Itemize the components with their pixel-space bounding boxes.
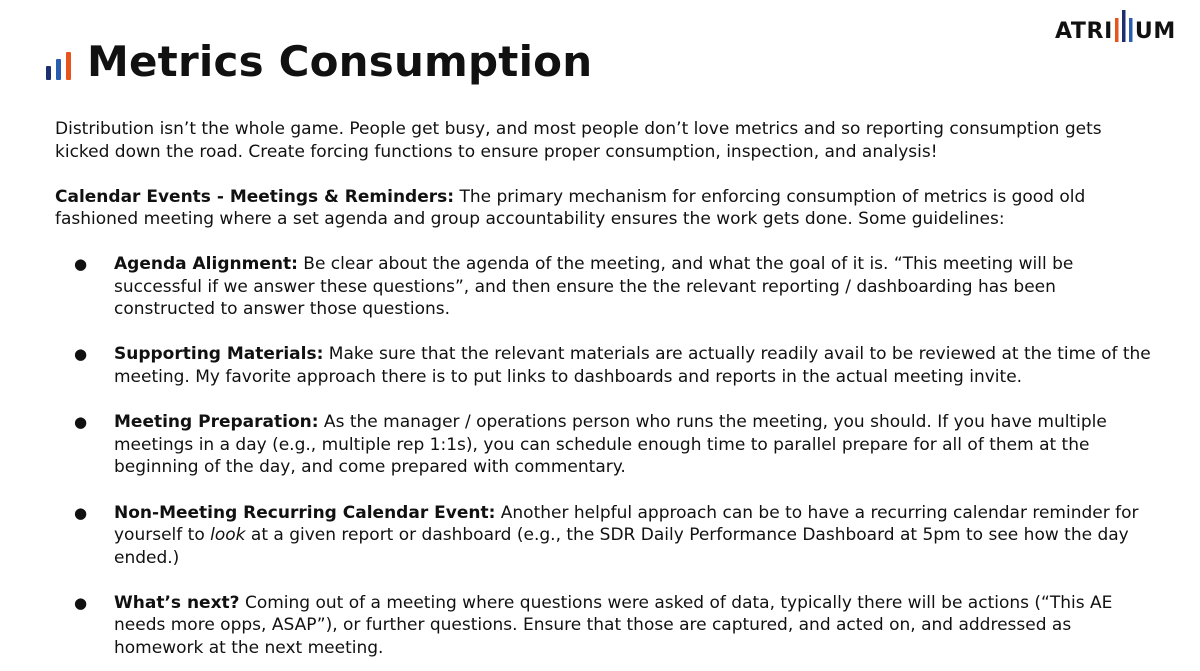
calendar-paragraph (55, 186, 1155, 231)
calendar-heading: Calendar Events - Meetings & Reminders: (55, 186, 455, 207)
bar-chart-icon (45, 50, 73, 82)
list-item (55, 253, 1155, 321)
item-text: Make sure that the relevant materials are actually readily avail to be reviewed at the time of the meeting. My favorite approach there is to put links to dashboards and reports in the actual meeting invite. (114, 344, 1151, 387)
atrium-logo (1055, 6, 1176, 46)
list-item (55, 502, 1155, 570)
page-title: Metrics Consumption (87, 37, 593, 86)
bullet-icon: ● (74, 413, 88, 432)
intro-paragraph: Distribution isn’t the whole game. People get busy, and most people don’t love metrics and so reporting consumption gets kicked down the road. Create forcing functions to ensure proper consumption, inspection, and analysis! (55, 119, 1102, 162)
bullet-icon: ● (74, 254, 88, 273)
item-heading: What’s next? (114, 592, 240, 613)
item-heading: Supporting Materials: (114, 344, 324, 365)
slide-content (55, 118, 1155, 660)
item-heading: Non-Meeting Recurring Calendar Event: (114, 502, 496, 523)
item-text: As the manager / operations person who runs the meeting, you should. If you have multiple meetings in a day (e.g., multiple rep 1:1s), you can schedule enough time to parallel prepare for all of them at the beginning of the day, and come prepared with commentary. (114, 412, 1107, 478)
item-text-after: at a given report or dashboard (e.g., the SDR Daily Performance Dashboard at 5pm to see how the day ended.) (114, 525, 1129, 568)
item-text-before: Another helpful approach can be to have a recurring calendar reminder for yourself to (114, 502, 1139, 546)
item-text: Coming out of a meeting where questions were asked of data, typically there will be actions (“This AE needs more opps, ASAP”), or further questions. Ensure that those are captured, and acted on, and addressed as homework at the next meeting. (114, 592, 1113, 659)
logo-bars-icon (1114, 8, 1134, 44)
bullet-icon: ● (74, 345, 88, 364)
item-heading: Meeting Preparation: (114, 412, 319, 433)
list-item (55, 592, 1155, 660)
item-emphasis: look (210, 525, 246, 546)
bullet-icon: ● (74, 503, 88, 522)
guidelines-list (55, 253, 1155, 660)
logo-text-right: UM (1134, 19, 1176, 44)
item-heading: Agenda Alignment: (114, 253, 298, 274)
list-item (55, 343, 1155, 388)
title-row (45, 36, 592, 88)
item-text: Be clear about the agenda of the meeting, and what the goal of it is. “This meeting will be successful if we answer these questions”, and then ensure the the relevant reporting / dashboarding has been constructed to answer those questions. (114, 253, 1074, 320)
bullet-icon: ● (74, 593, 88, 612)
calendar-text: The primary mechanism for enforcing consumption of metrics is good old fashioned meeting where a set agenda and group accountability ensures the work gets done. Some guidelines: (55, 186, 1086, 230)
list-item (55, 411, 1155, 479)
logo-text-left: ATRI (1055, 19, 1113, 44)
